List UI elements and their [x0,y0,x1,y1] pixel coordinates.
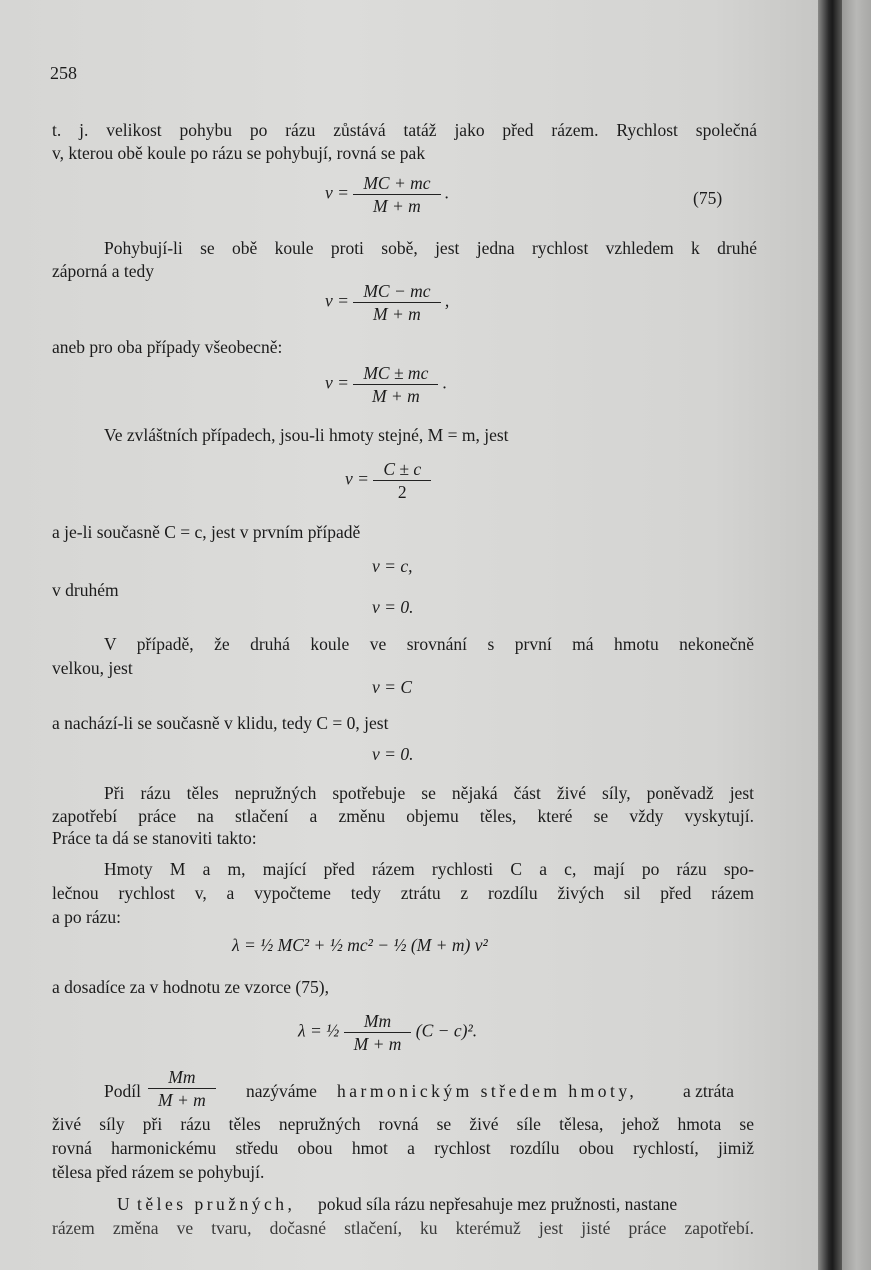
equation: v = C [372,677,412,697]
text-line: Práce ta dá se stanoviti takto: [52,828,257,848]
equation [148,1066,216,1111]
eq-numerator: MC ± mc [353,362,438,385]
page-number: 258 [50,63,77,83]
text-line: velkou, jest [52,658,133,678]
equation [325,280,449,325]
text-line: lečnou rychlost v, a vypočteme tedy ztrátu z rozdílu živých sil před rázem [52,883,754,903]
text-line: zapotřebí práce na stlačení a změnu objemu těles, které se vždy vyskytují. [52,806,754,826]
text-line: záporná a tedy [52,261,155,281]
text-line: v, kterou obě koule po rázu se pohybují, rovná se pak [52,143,426,163]
text-line: Podíl [104,1081,141,1101]
text-line: a dosadíce za v hodnotu ze vzorce (75), [52,977,329,997]
text-line: tělesa před rázem se pohybují. [52,1162,265,1182]
spaced-term: harmonickým středem hmoty, [337,1081,638,1101]
eq-denominator: M + m [371,386,420,406]
text-line: a po rázu: [52,907,121,927]
eq-tail: , [444,290,450,311]
text-line: Při rázu těles nepružných spotřebuje se nějaká část živé síly, poněvadž jest [104,783,754,803]
text-line: živé síly při rázu těles nepružných rovná se živé síle tělesa, jehož hmota se [52,1114,754,1134]
eq-numerator: Mm [148,1066,216,1089]
text-line: aneb pro oba případy všeobecně: [52,337,283,357]
book-spine [818,0,842,1270]
eq-lhs: v = [325,290,349,311]
eq-tail: (C − c)². [415,1020,478,1041]
eq-tail: . [444,182,450,203]
equation-75 [325,172,449,217]
equation: λ = ½ MC² + ½ mc² − ½ (M + m) v² [232,935,488,955]
eq-denominator: 2 [397,482,407,502]
eq-lhs: v = [325,182,349,203]
text-line: a ztráta [683,1081,734,1101]
text-line: nazýváme [246,1081,317,1101]
eq-numerator: Mm [344,1010,412,1033]
text-line: rázem změna ve tvaru, dočasné stlačení, ku kterémuž jest jisté práce zapotřebí. [52,1218,754,1238]
eq-lhs: v = [325,372,349,393]
equation-number: (75) [693,188,723,208]
spaced-term: těles pružných, [137,1194,296,1214]
eq-denominator: M + m [373,196,421,216]
eq-denominator: M + m [353,1034,402,1054]
eq-lhs: λ = ½ [298,1020,340,1041]
text-line: a nachází-li se současně v klidu, tedy C = 0, jest [52,713,389,733]
text-line: U [117,1194,130,1214]
equation: v = c, [372,556,413,576]
text-line: rovná harmonickému středu obou hmot a rychlost rozdílu obou rychlostí, jimiž [52,1138,754,1158]
text-line: v druhém [52,580,119,600]
eq-tail: . [442,372,448,393]
text-line: t. j. velikost pohybu po rázu zůstává tatáž jako před rázem. Rychlost společná [52,120,757,140]
eq-numerator: MC − mc [353,280,440,303]
text-line: a je-li současně C = c, jest v prvním případě [52,522,361,542]
equation [298,1010,477,1055]
eq-numerator: MC + mc [353,172,440,195]
eq-numerator: C ± c [373,458,431,481]
eq-denominator: M + m [158,1090,206,1110]
text-line: Hmoty M a m, mající před rázem rychlosti C a c, mají po rázu spo- [104,859,754,879]
page-edge [842,0,871,1270]
equation: v = 0. [372,597,414,617]
text-line: pokud síla rázu nepřesahuje mez pružnosti, nastane [318,1194,678,1214]
equation [345,458,431,503]
text-line: Ve zvláštních případech, jsou-li hmoty stejné, M = m, jest [104,425,509,445]
equation: v = 0. [372,744,414,764]
eq-denominator: M + m [373,304,421,324]
text-line: V případě, že druhá koule ve srovnání s první má hmotu nekonečně [104,634,754,654]
text-line: Pohybují-li se obě koule proti sobě, jest jedna rychlost vzhledem k druhé [104,238,757,258]
equation [325,362,447,407]
eq-lhs: v = [345,468,369,489]
